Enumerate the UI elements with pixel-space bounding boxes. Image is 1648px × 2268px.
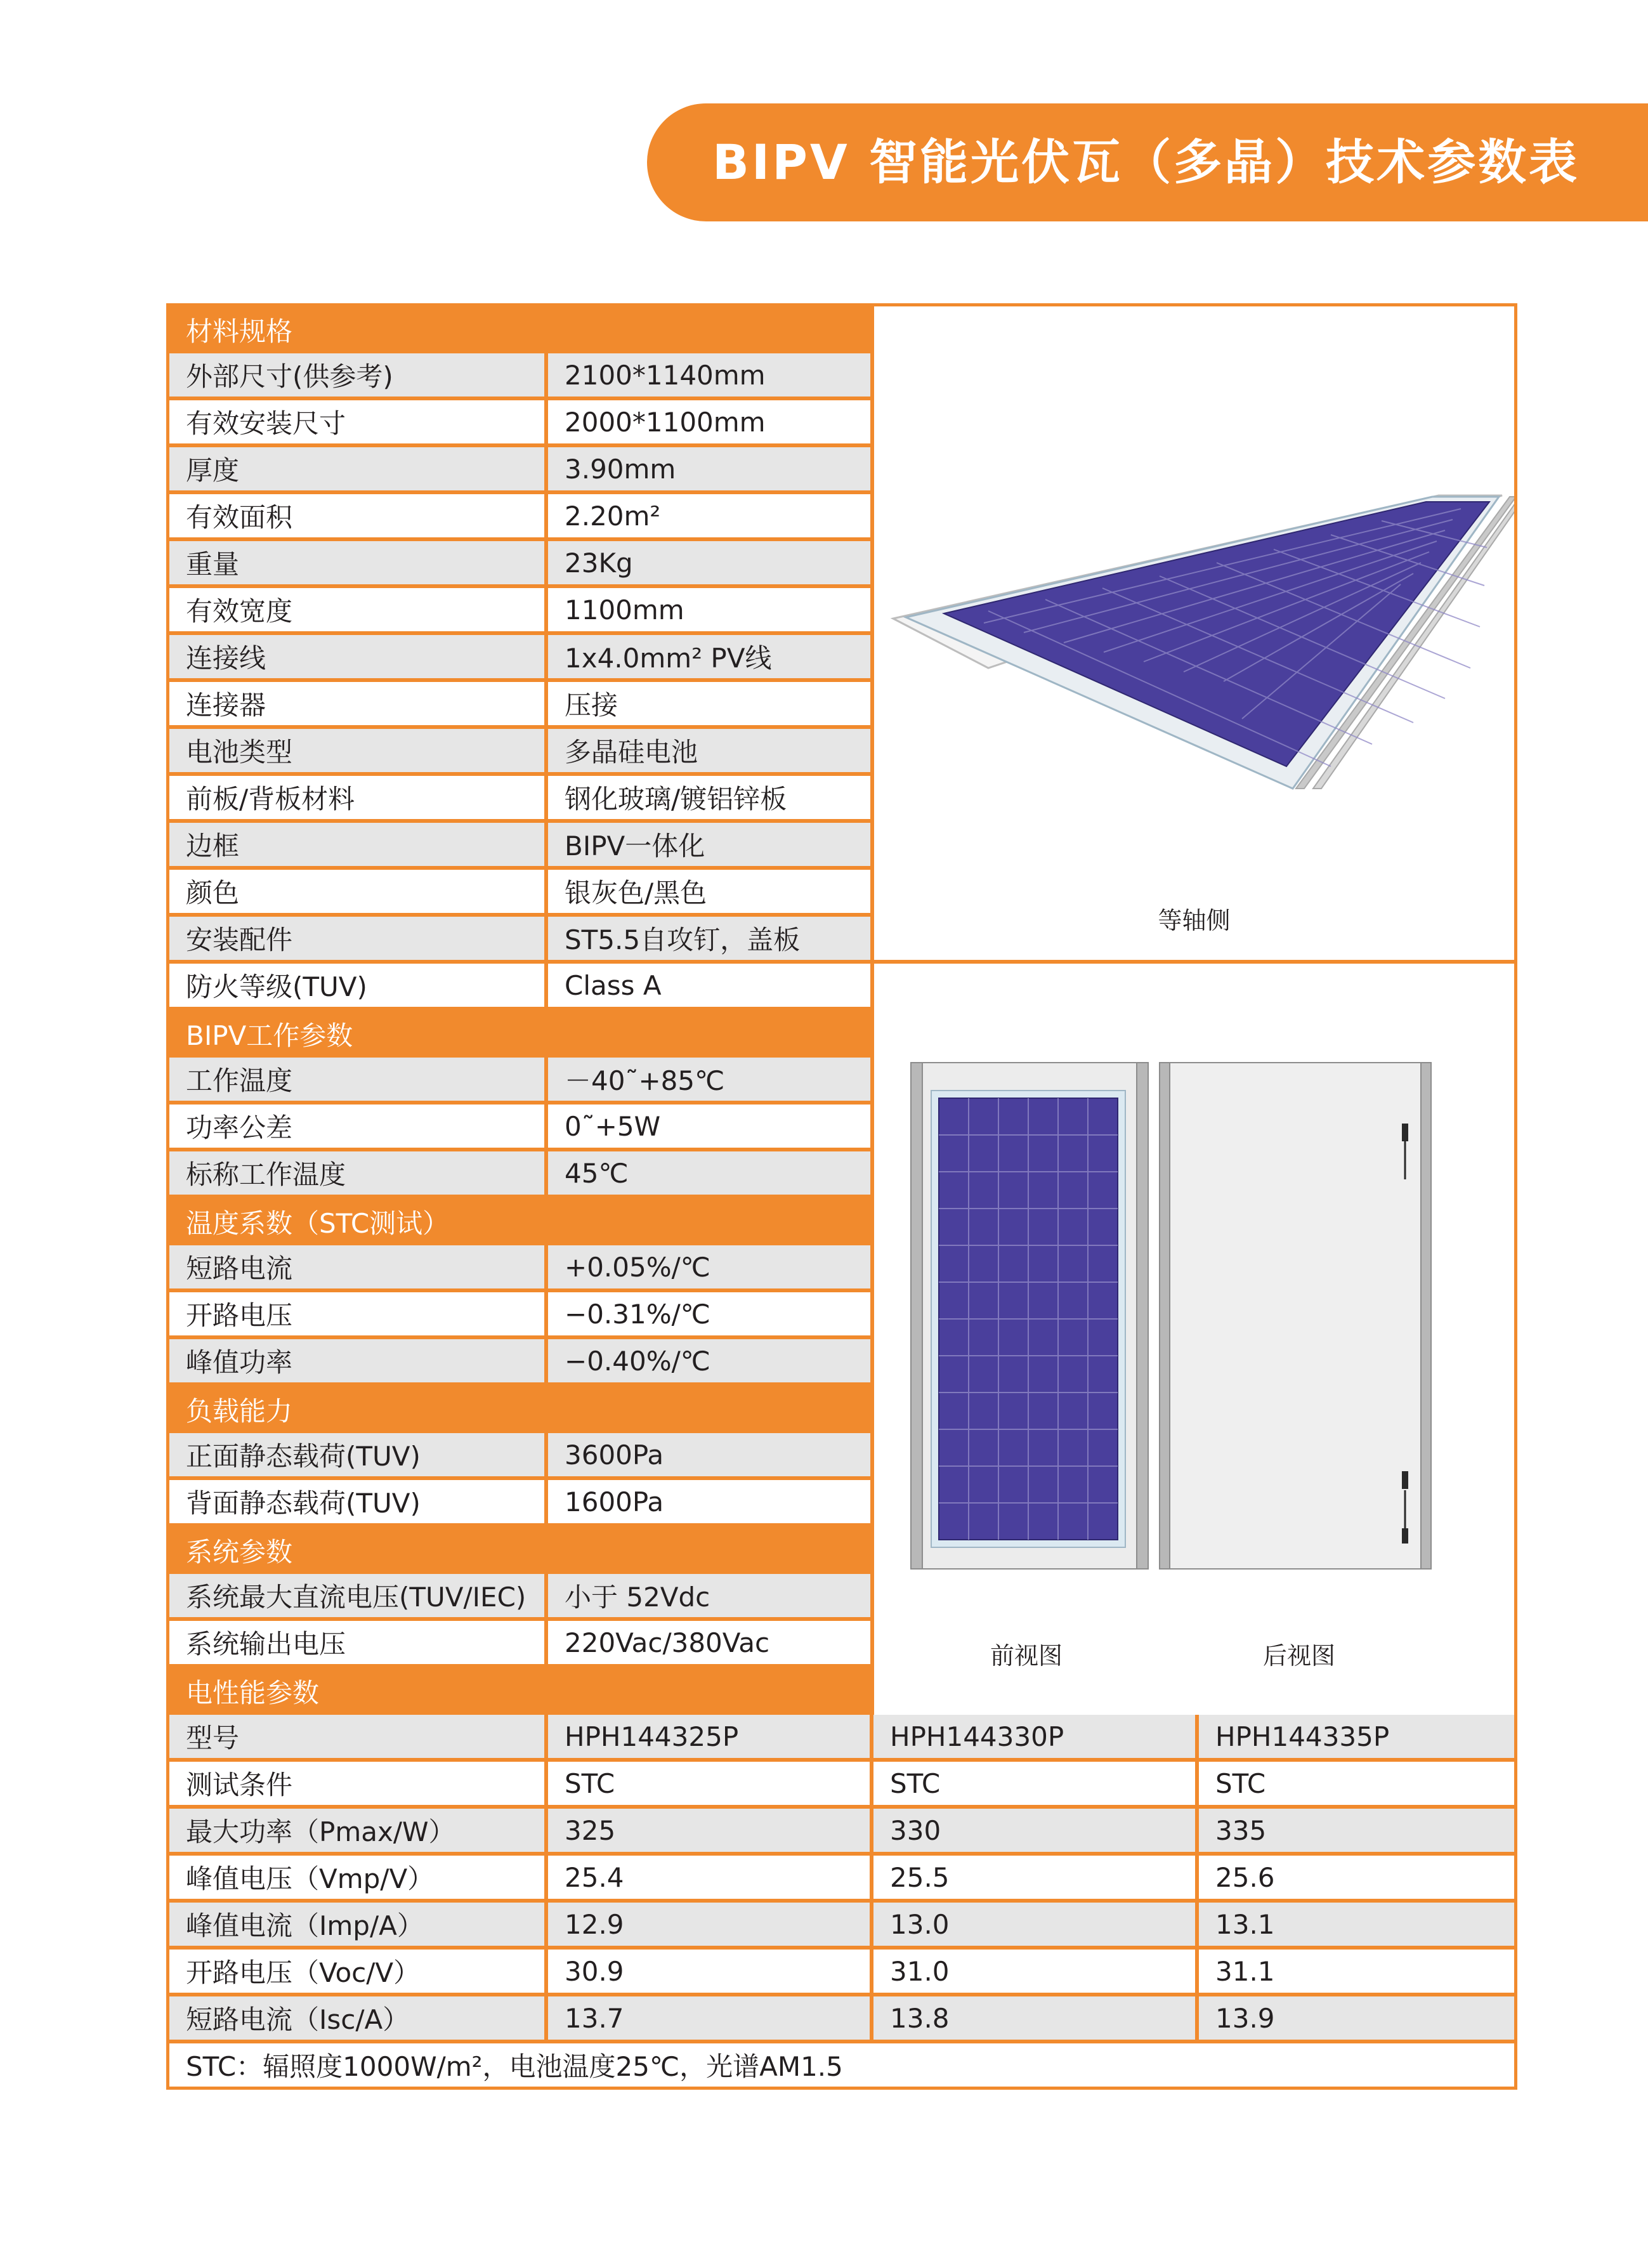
row-label: 重量 [169, 541, 548, 584]
table-row [169, 870, 870, 917]
front-back-view-panel [870, 964, 1514, 1715]
table-row [169, 400, 870, 447]
row-label: 工作温度 [169, 1058, 548, 1101]
row-label: 峰值电流（Imp/A） [169, 1903, 548, 1946]
row-value: 1100mm [565, 594, 684, 626]
row-value: Class A [565, 969, 662, 1001]
row-value: +0.05%/℃ [565, 1251, 710, 1283]
table-row [169, 682, 870, 729]
cell-value: 13.8 [873, 1996, 1199, 2040]
row-label: 峰值功率 [169, 1339, 548, 1382]
section-header-load: 负载能力 [169, 1386, 870, 1433]
row-label: 颜色 [169, 870, 548, 913]
row-value: 3600Pa [565, 1439, 664, 1471]
caption-isometric: 等轴侧 [1158, 907, 1231, 934]
table-row [169, 964, 870, 1011]
row-label: 有效安装尺寸 [169, 400, 548, 443]
section-header-material: 材料规格 [169, 306, 870, 353]
table-row [169, 1715, 1514, 1762]
row-value: 压接 [565, 690, 618, 721]
cell-value: 325 [548, 1809, 873, 1852]
row-label: 前板/背板材料 [169, 776, 548, 819]
page-title: BIPV 智能光伏瓦（多晶）技术参数表 [712, 134, 1580, 190]
section-header-system: 系统参数 [169, 1527, 870, 1574]
row-label: 开路电压 [169, 1292, 548, 1335]
row-value: 1600Pa [565, 1486, 664, 1517]
table-row [169, 1151, 870, 1198]
row-value: −0.40%/℃ [565, 1345, 710, 1377]
table-row [169, 917, 870, 964]
row-value: 银灰色/黑色 [565, 877, 707, 908]
row-label: 功率公差 [169, 1105, 548, 1148]
row-value: 钢化玻璃/镀铝锌板 [565, 783, 787, 815]
row-label: 短路电流（Isc/A） [169, 1996, 548, 2040]
table-row [169, 776, 870, 823]
cell-value: 25.6 [1215, 1861, 1275, 1893]
table-row [169, 1058, 870, 1105]
table-row [169, 494, 870, 541]
cell-value: STC [1215, 1767, 1266, 1799]
table-row [169, 1480, 870, 1527]
cell-value: 13.1 [1215, 1908, 1275, 1940]
row-label: 连接线 [169, 635, 548, 678]
table-row [169, 1433, 870, 1480]
table-row [169, 541, 870, 588]
table-row [169, 1950, 1514, 1996]
table-row [169, 1762, 1514, 1809]
front-back-panel-illustration [874, 964, 1514, 1668]
cell-value: HPH144325P [548, 1715, 873, 1758]
row-label: 测试条件 [169, 1762, 548, 1805]
table-row [169, 823, 870, 870]
cell-value: 335 [1215, 1814, 1267, 1846]
cell-value: STC [548, 1762, 873, 1805]
row-value: 2000*1100mm [565, 406, 766, 438]
row-value: 23Kg [565, 547, 633, 579]
cell-value: 12.9 [548, 1903, 873, 1946]
row-value: 0˜+5W [565, 1110, 661, 1142]
row-value: 多晶硅电池 [565, 737, 698, 768]
title-banner [647, 103, 1648, 221]
table-row [169, 1105, 870, 1151]
row-value: BIPV一体化 [565, 830, 705, 862]
cell-value: 330 [873, 1809, 1199, 1852]
row-label: 最大功率（Pmax/W） [169, 1809, 548, 1852]
row-label: 安装配件 [169, 917, 548, 960]
caption-back-view: 后视图 [1262, 1642, 1335, 1670]
section-header-electrical: 电性能参数 [169, 1668, 870, 1715]
cell-value: 25.5 [873, 1856, 1199, 1899]
row-label: 有效宽度 [169, 588, 548, 631]
row-value: 220Vac/380Vac [565, 1627, 770, 1658]
table-row [169, 353, 870, 400]
table-row [169, 729, 870, 776]
table-row [169, 1245, 870, 1292]
cell-value: 31.0 [873, 1950, 1199, 1993]
row-value: 45℃ [565, 1157, 629, 1189]
row-label: 标称工作温度 [169, 1151, 548, 1195]
table-row [169, 1574, 870, 1621]
row-value: −0.31%/℃ [565, 1298, 710, 1330]
row-label: 电池类型 [169, 729, 548, 772]
cell-value: 31.1 [1215, 1955, 1275, 1987]
cell-value: 25.4 [548, 1856, 873, 1899]
caption-front-view: 前视图 [990, 1642, 1063, 1670]
row-label: 短路电流 [169, 1245, 548, 1288]
row-value: 2100*1140mm [565, 359, 766, 391]
table-row [169, 1809, 1514, 1856]
row-label: 外部尺寸(供参考) [169, 353, 548, 397]
table-row [169, 588, 870, 635]
row-value: 2.20m² [565, 500, 661, 532]
table-row [169, 635, 870, 682]
row-label: 开路电压（Voc/V） [169, 1950, 548, 1993]
row-label: 正面静态载荷(TUV) [169, 1433, 548, 1476]
row-label: 厚度 [169, 447, 548, 490]
row-label: 有效面积 [169, 494, 548, 537]
row-label: 连接器 [169, 682, 548, 725]
table-row [169, 1856, 1514, 1903]
table-row [169, 1903, 1514, 1950]
table-row [169, 1339, 870, 1386]
cell-value: 13.9 [1215, 2002, 1275, 2034]
isometric-panel-illustration [874, 306, 1514, 960]
row-value: 1x4.0mm² PV线 [565, 643, 772, 674]
cell-value: STC [873, 1762, 1199, 1805]
table-row [169, 447, 870, 494]
cell-value: 13.0 [873, 1903, 1199, 1946]
cell-value: 13.7 [548, 1996, 873, 2040]
table-row [169, 1996, 1514, 2043]
row-label: 背面静态载荷(TUV) [169, 1480, 548, 1523]
row-value: 3.90mm [565, 453, 676, 485]
row-label: 防火等级(TUV) [169, 964, 548, 1007]
row-label: 峰值电压（Vmp/V） [169, 1856, 548, 1899]
section-header-temp-coeff: 温度系数（STC测试） [169, 1198, 870, 1245]
row-value: －40˜+85℃ [565, 1065, 725, 1096]
cell-value: HPH144330P [873, 1715, 1199, 1758]
section-header-work: BIPV工作参数 [169, 1011, 870, 1058]
row-label: 型号 [169, 1715, 548, 1758]
isometric-view-panel [870, 306, 1514, 964]
stc-note: STC：辐照度1000W/m²，电池温度25℃，光谱AM1.5 [186, 2051, 843, 2082]
cell-value: HPH144335P [1215, 1721, 1390, 1752]
row-value: 小于 52Vdc [565, 1582, 710, 1613]
table-row [169, 1621, 870, 1668]
cell-value: 30.9 [548, 1950, 873, 1993]
row-label: 边框 [169, 823, 548, 866]
row-value: ST5.5自攻钉，盖板 [565, 924, 801, 955]
row-label: 系统输出电压 [169, 1621, 548, 1664]
table-row [169, 1292, 870, 1339]
row-label: 系统最大直流电压(TUV/IEC) [169, 1574, 548, 1617]
spec-table [166, 303, 1517, 2090]
